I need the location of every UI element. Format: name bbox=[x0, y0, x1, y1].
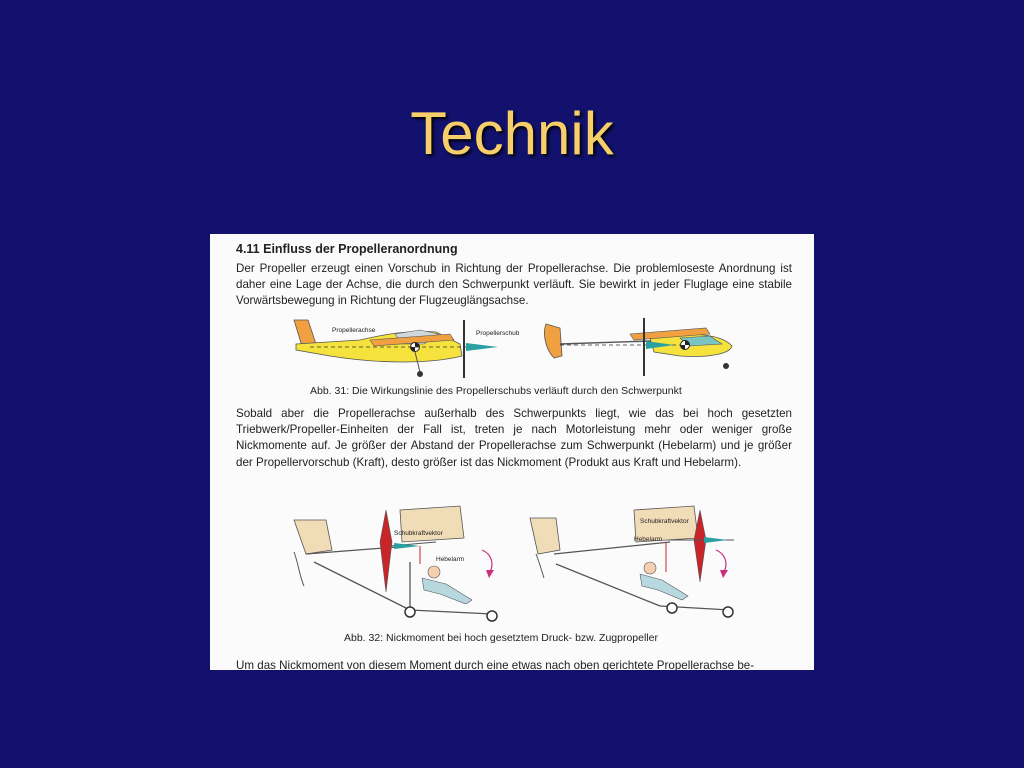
pusher-plane-icon bbox=[544, 318, 732, 376]
figure-32-caption: Abb. 32: Nickmoment bei hoch gesetztem Druck- bzw. Zugpropeller bbox=[344, 632, 658, 644]
cut-off-line: Um das Nickmoment von diesem Moment durch eine etwas nach oben gerichtete Propellerachse be- bbox=[236, 659, 755, 670]
figure-31-caption: Abb. 31: Die Wirkungslinie des Propellerschubs verläuft durch den Schwerpunkt bbox=[310, 385, 682, 397]
label-propeller-thrust: Propellerschub bbox=[476, 330, 520, 337]
yellow-plane-icon bbox=[294, 320, 498, 378]
label-propeller-axis: Propellerachse bbox=[332, 327, 376, 334]
label-lever-left: Hebelarm bbox=[436, 556, 465, 563]
label-thrust-vector-left: Schubkraftvektor bbox=[394, 530, 443, 537]
document-scan bbox=[210, 234, 814, 670]
trike-left-icon bbox=[294, 506, 497, 621]
paragraph-pitch-moment: Sobald aber die Propellerachse außerhalb des Schwerpunkts liegt, wie das bei hoch gesetzten Triebwerk/Propeller-Einheiten der Fall ist, treten je nach Motorleistung mehr oder weniger große Nickmomente auf. Je größer der Abstand der Propellerachse zum Schwerpunkt (Hebelarm) und je größer der Propellervorschub (Kraft), desto größer ist das Nickmoment (Produkt aus Kraft und Hebelarm). bbox=[236, 407, 792, 469]
section-heading: 4.11 Einfluss der Propelleranordnung bbox=[236, 242, 458, 256]
paragraph-intro: Der Propeller erzeugt einen Vorschub in Richtung der Propellerachse. Die problemloseste Anordnung ist daher eine Lage der Achse, die durch den Schwerpunkt verläuft. Sie bewirkt in jeder Fluglage eine stabile Vorwärtsbewegung in Richtung der Flugzeuglängsachse. bbox=[236, 262, 792, 308]
label-thrust-vector-right: Schubkraftvektor bbox=[640, 518, 689, 525]
label-lever-right: Hebelarm bbox=[634, 536, 663, 543]
trike-right-icon bbox=[530, 506, 734, 617]
figure-32-diagram bbox=[210, 502, 814, 632]
slide-title: Technik bbox=[410, 100, 614, 167]
